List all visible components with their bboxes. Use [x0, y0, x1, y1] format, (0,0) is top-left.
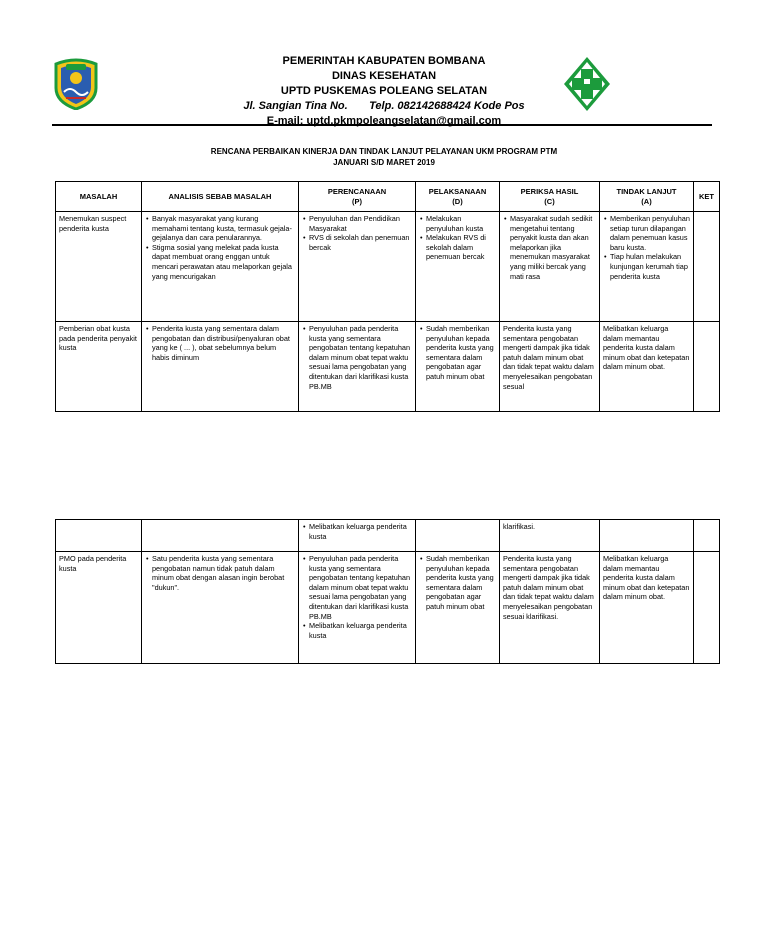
cell-periksa: • Masyarakat sudah sedikit mengetahui tentang penyakit kusta dan akan melaporkan jika menemukan masyarakat yang miliki bercak yang mati rasa: [500, 212, 600, 322]
cell-masalah: PMO pada penderita kusta: [56, 552, 142, 664]
cell-tindak: [600, 520, 694, 552]
cell-pelaksanaan: • Sudah memberikan penyuluhan kepada penderita kusta yang sementara dalam pengobatan agar patuh minum obat: [416, 552, 500, 664]
bombana-regency-emblem-icon: [52, 58, 100, 110]
cell-pelaksanaan: • Sudah memberikan penyuluhan kepada penderita kusta yang sementara dalam pengobatan agar patuh minum obat: [416, 322, 500, 412]
cell-ket: [694, 212, 720, 322]
email-link[interactable]: uptd.pkmpoleangselatan@gmail.com: [306, 115, 502, 127]
letterhead-text: [200, 54, 568, 129]
cell-pelaksanaan: • Melakukan penyuluhan kusta • Melakukan RVS di sekolah dalam penemuan bercak: [416, 212, 500, 322]
document-title: [0, 146, 768, 168]
table-row-continuation: [56, 520, 720, 552]
puskesmas-cross-logo-icon: [562, 55, 612, 113]
cell-periksa: klarifikasi.: [500, 520, 600, 552]
cell-tindak: • Memberikan penyuluhan setiap turun dilapangan dalam penemuan kasus baru kusta. • Tiap hulan melakukan kunjungan kerumah tiap penderita kusta: [600, 212, 694, 322]
gov-name: PEMERINTAH KABUPATEN BOMBANA: [282, 55, 486, 67]
cell-periksa: Penderita kusta yang sementara pengobatan mengerti dampak jika tidak patuh dalam minum obat dan tidak tepat waktu dalam menyelesaikan pengobatan sesual: [500, 322, 600, 412]
letterhead-divider: [52, 124, 712, 126]
address-line: [200, 99, 568, 114]
cell-tindak: Melibatkan keluarga dalam memantau penderita kusta dalam minum obat dan ketepatan dalam minum obat.: [600, 552, 694, 664]
table-row: [56, 212, 720, 322]
plan-table-continued: [55, 519, 720, 664]
address: Jl. Sangian Tina No.: [243, 100, 348, 112]
cell-perencanaan: • Melibatkan keluarga penderita kusta: [299, 520, 416, 552]
cell-periksa: Penderita kusta yang sementara pengobatan mengerti dampak jika tidak patuh dalam minum obat dan tidak tepat waktu dalam menyelesaikan pengobatan sesuai klarifikasi.: [500, 552, 600, 664]
cell-perencanaan: • Penyuluhan pada penderita kusta yang sementara pengobatan tentang kepatuhan dalam minum obat tepat waktu sesuai lama pengobatan yang ditentukan dari klarifikasi kusta PB.MB: [299, 322, 416, 412]
cell-ket: [694, 552, 720, 664]
header-periksa: PERIKSA HASIL (C): [500, 182, 600, 212]
cell-analisis: [142, 520, 299, 552]
cell-analisis: • Penderita kusta yang sementara dalam pengobatan dan distribusi/penyaluran obat yang ke ( ... ), obat sebelumnya belum habis diminum: [142, 322, 299, 412]
cell-pelaksanaan: [416, 520, 500, 552]
cell-masalah: Menemukan suspect penderita kusta: [56, 212, 142, 322]
header-masalah: MASALAH: [56, 182, 142, 212]
header-ket: KET: [694, 182, 720, 212]
cell-analisis: • Satu penderita kusta yang sementara pengobatan namun tidak patuh dalam minum obat dengan alasan ingin berobat "dukun".: [142, 552, 299, 664]
cell-ket: [694, 322, 720, 412]
email-line: [200, 114, 568, 129]
header-pelaksanaan: PELAKSANAAN (D): [416, 182, 500, 212]
table-header-row: [56, 182, 720, 212]
table-row: [56, 552, 720, 664]
cell-masalah: [56, 520, 142, 552]
email-label: E-mail:: [266, 115, 304, 127]
title-text: RENCANA PERBAIKAN KINERJA DAN TINDAK LANJUT PELAYANAN UKM PROGRAM PTM: [210, 147, 558, 156]
period-text: JANUARI S/D MARET 2019: [333, 158, 435, 167]
letterhead: [0, 50, 768, 128]
phone: Telp. 082142688424 Kode Pos: [369, 100, 525, 112]
table-row: [56, 322, 720, 412]
cell-perencanaan: • Penyuluhan pada penderita kusta yang sementara pengobatan tentang kepatuhan dalam minum obat tepat waktu sesuai lama pengobatan yang ditentukan dari klarifikasi kusta PB.MB • Melibatkan keluarga penderita kusta: [299, 552, 416, 664]
cell-analisis: • Banyak masyarakat yang kurang memahami tentang kusta, termasuk gejala-gejalanya dan cara penularannya. • Stigma sosial yang melekat pada kusta dapat membuat orang enggan untuk mencari perawatan atau melaporkan gejala yang mencurigakan: [142, 212, 299, 322]
unit-name: UPTD PUSKEMAS POLEANG SELATAN: [280, 85, 488, 97]
cell-tindak: Melibatkan keluarga dalam memantau penderita kusta dalam minum obat dan ketepatan dalam minum obat.: [600, 322, 694, 412]
header-analisis: ANALISIS SEBAB MASALAH: [142, 182, 299, 212]
header-tindak: TINDAK LANJUT (A): [600, 182, 694, 212]
cell-masalah: Pemberian obat kusta pada penderita penyakit kusta: [56, 322, 142, 412]
cell-perencanaan: • Penyuluhan dan Pendidikan Masyarakat • RVS di sekolah dan penemuan bercak: [299, 212, 416, 322]
header-perencanaan: PERENCANAAN (P): [299, 182, 416, 212]
plan-table: [55, 181, 720, 412]
agency-name: DINAS KESEHATAN: [331, 70, 437, 82]
cell-ket: [694, 520, 720, 552]
